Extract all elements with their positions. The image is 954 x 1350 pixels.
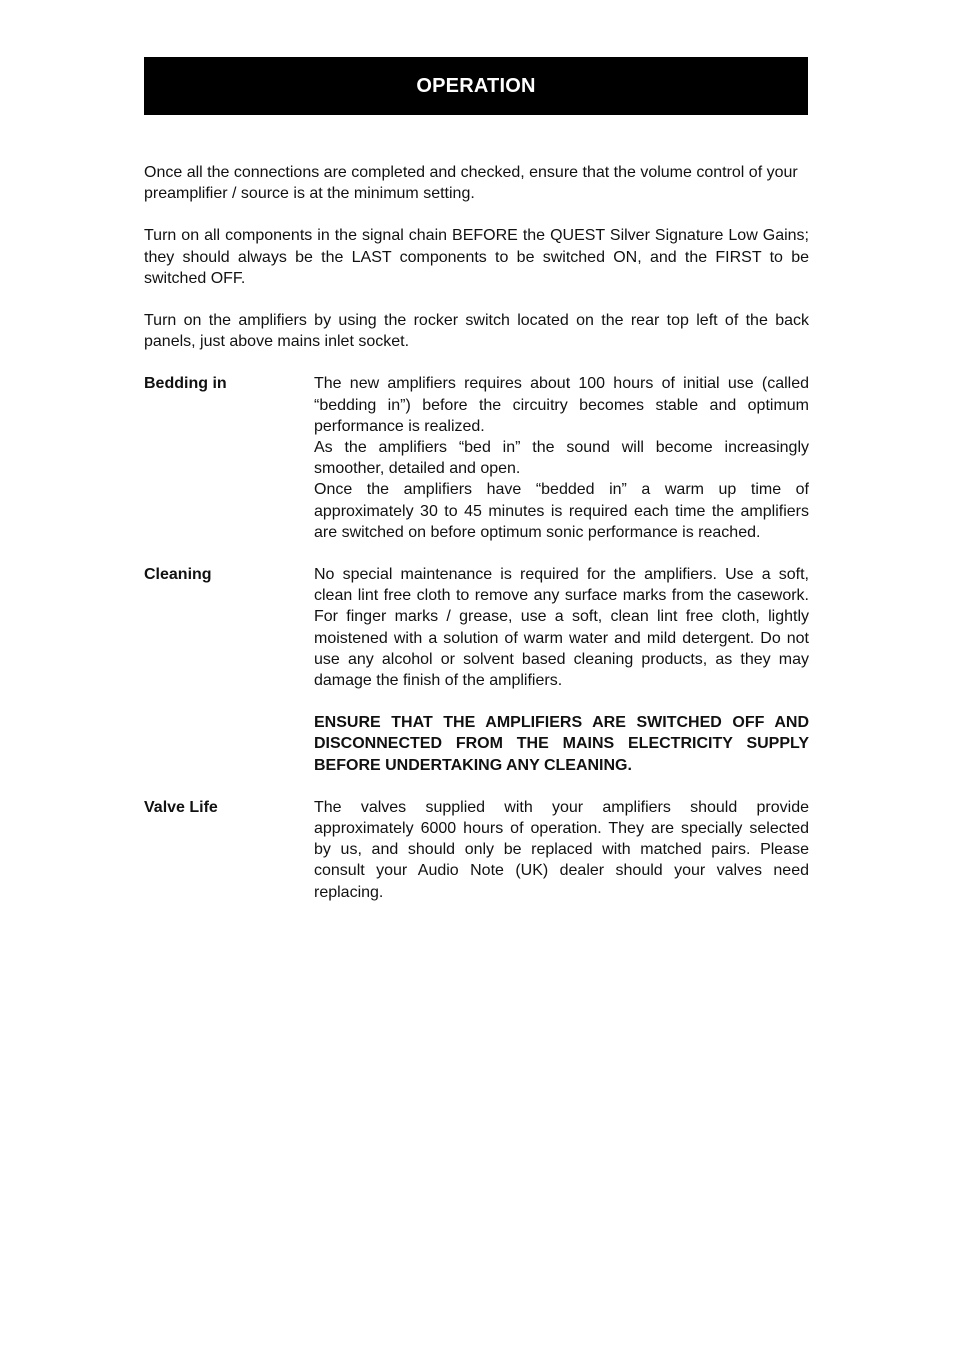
cleaning-paragraph: No special maintenance is required for the amplifiers. Use a soft, clean lint free cloth to remove any surface marks from the casework. For finger marks / grease, use a soft, clean lint free cloth, lightly moistened with a solution of warm water and mild detergent. Do not use any alcohol or solvent based cleaning products, as they may damage the finish of the amplifiers.	[314, 566, 809, 690]
section-label-valve-life: Valve Life	[144, 798, 218, 816]
valve-life-paragraph: The valves supplied with your amplifiers should provide approximately 6000 hours of operation. They are specially selected by us, and should only be replaced with matched pairs. Please consult your Audio Note (UK) dealer should your valves need replacing.	[314, 798, 809, 901]
section-bedding-in	[144, 373, 809, 543]
page-title: OPERATION	[416, 74, 536, 97]
section-label-bedding-in: Bedding in	[144, 375, 227, 393]
bedding-paragraph-2: As the amplifiers “bed in” the sound will become increasingly smoother, detailed and open.	[314, 439, 809, 478]
document-body	[144, 162, 809, 924]
section-cleaning	[144, 564, 809, 776]
section-label-cleaning: Cleaning	[144, 566, 212, 584]
intro-paragraph-rocker-switch: Turn on the amplifiers by using the rocker switch located on the rear top left of the back panels, just above mains inlet socket.	[144, 312, 809, 351]
section-body-bedding-in	[314, 373, 809, 543]
section-body-cleaning	[314, 564, 809, 776]
cleaning-warning: ENSURE THAT THE AMPLIFIERS ARE SWITCHED OFF AND DISCONNECTED FROM THE MAINS ELECTRICITY SUPPLY BEFORE UNDERTAKING ANY CLEANING.	[314, 714, 809, 774]
section-body-valve-life	[314, 797, 809, 903]
intro-paragraph-volume: Once all the connections are completed and checked, ensure that the volume control of your preamplifier / source is at the minimum setting.	[144, 164, 798, 203]
bedding-paragraph-1: The new amplifiers requires about 100 hours of initial use (called “bedding in”) before the circuitry becomes stable and optimum performance is realized.	[314, 375, 809, 435]
bedding-paragraph-3: Once the amplifiers have “bedded in” a warm up time of approximately 30 to 45 minutes is required each time the amplifiers are switched on before optimum sonic performance is reached.	[314, 481, 809, 541]
header-bar	[144, 57, 808, 115]
intro-paragraph-switch-order: Turn on all components in the signal chain BEFORE the QUEST Silver Signature Low Gains; they should always be the LAST components to be switched ON, and the FIRST to be switched OFF.	[144, 227, 809, 287]
section-valve-life	[144, 797, 809, 903]
